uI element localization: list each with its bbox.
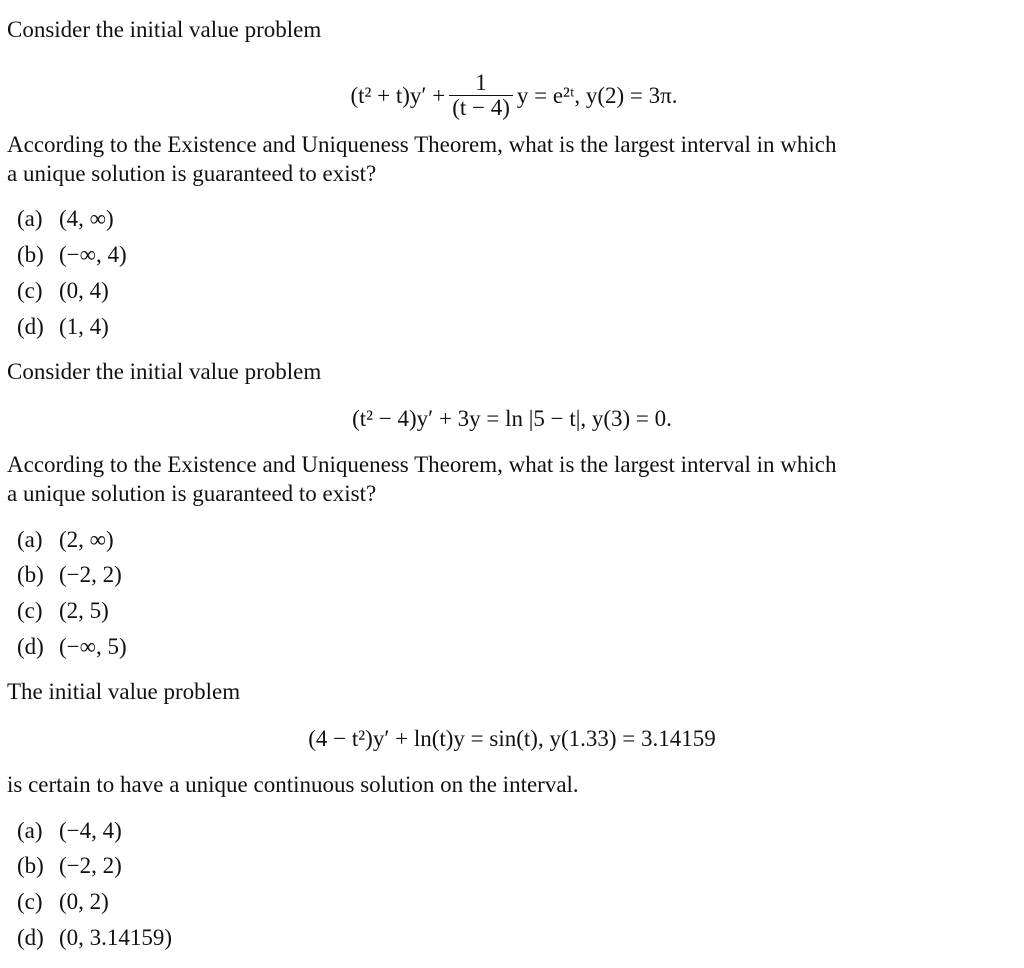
problem3-intro: The initial value problem [7, 679, 241, 704]
problem2-option-b: (b) (−2, 2) [17, 562, 122, 587]
problem2-option-a: (a) (2, ∞) [17, 527, 114, 552]
problem3-option-b: (b) (−2, 2) [17, 853, 122, 878]
problem1-option-d: (d) (1, 4) [17, 314, 109, 339]
problem1-question-line2: a unique solution is guaranteed to exist? [7, 161, 377, 186]
fraction-numerator: 1 [449, 71, 513, 96]
problem1-equation-rhs: y = e²ᵗ, y(2) = 3π. [516, 82, 678, 108]
problem2-option-c: (c) (2, 5) [17, 598, 109, 623]
problem3-question-line1: is certain to have a unique continuous solution on the interval. [7, 772, 579, 797]
problem1-equation-lhs: (t² + t)y′ + [350, 82, 446, 108]
problem3-option-a: (a) (−4, 4) [17, 818, 122, 843]
problem2-question-line1: According to the Existence and Uniqueness Theorem, what is the largest interval in which [7, 452, 837, 477]
problem1-question-line1: According to the Existence and Uniqueness Theorem, what is the largest interval in which [7, 132, 837, 157]
problem1-equation-fraction [449, 71, 513, 120]
problem1-option-b: (b) (−∞, 4) [17, 242, 127, 267]
problem3-equation: (4 − t²)y′ + ln(t)y = sin(t), y(1.33) = 3.14159 [308, 726, 716, 751]
problem2-intro: Consider the initial value problem [7, 359, 322, 384]
problem2-equation: (t² − 4)y′ + 3y = ln |5 − t|, y(3) = 0. [352, 406, 672, 431]
fraction-denominator: (t − 4) [452, 95, 510, 120]
problem3-option-c: (c) (0, 2) [17, 889, 109, 914]
problem1-option-a: (a) (4, ∞) [17, 206, 114, 231]
problem2-question-line2: a unique solution is guaranteed to exist? [7, 481, 377, 506]
problem2-option-d: (d) (−∞, 5) [17, 634, 127, 659]
problem3-option-d: (d) (0, 3.14159) [17, 925, 173, 950]
problem1-option-c: (c) (0, 4) [17, 278, 109, 303]
problem1-intro: Consider the initial value problem [7, 17, 322, 42]
problem1-equation [0, 70, 1024, 122]
